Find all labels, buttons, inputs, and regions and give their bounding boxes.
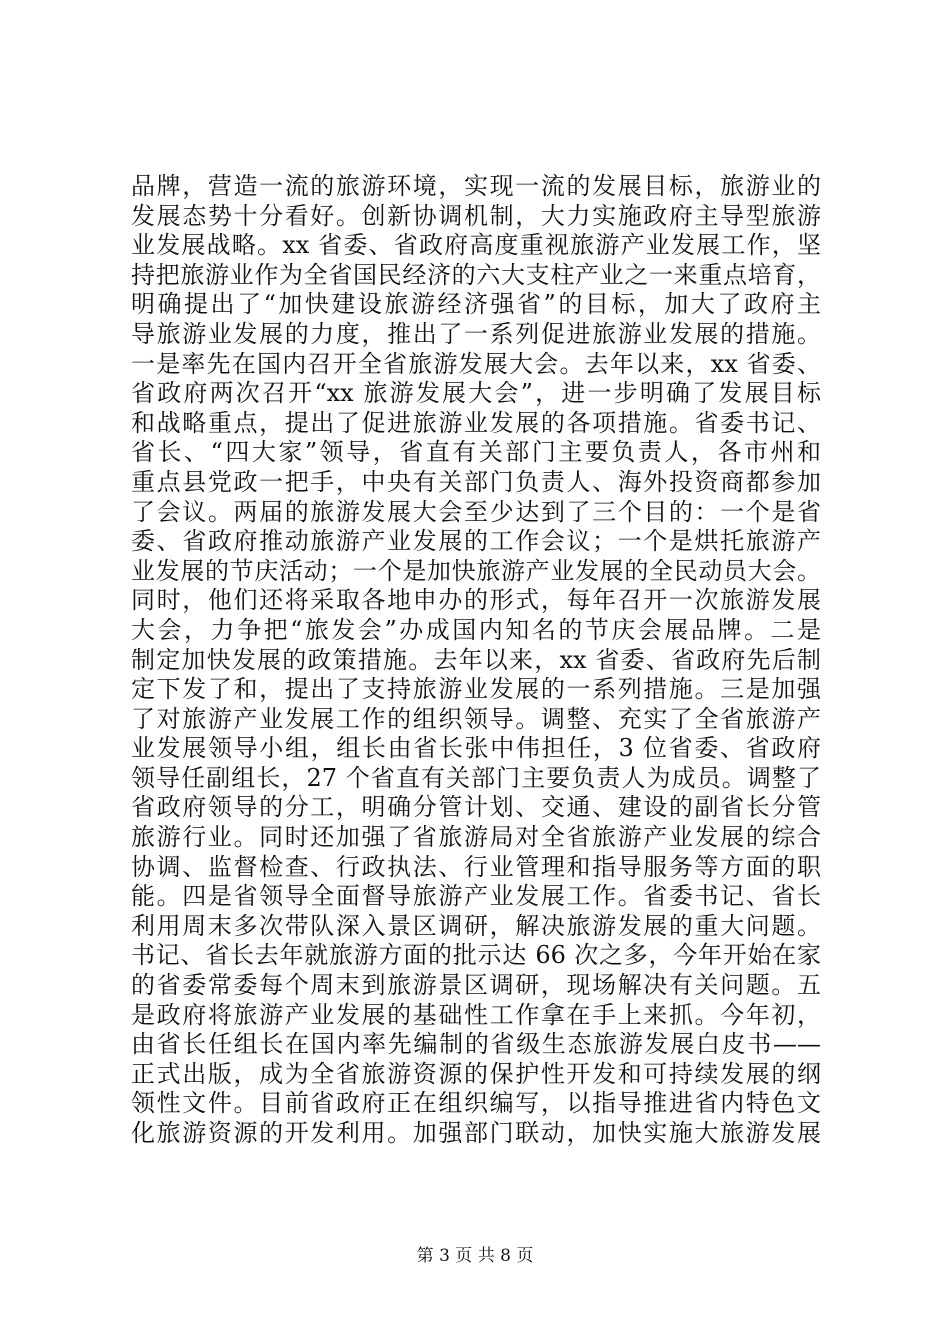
text-line: 是政府将旅游产业发展的基础性工作拿在手上来抓。今年初， <box>131 1000 821 1029</box>
text-line: 持把旅游业作为全省国民经济的六大支柱产业之一来重点培育， <box>131 260 821 289</box>
text-line: 由省长任组长在国内率先编制的省级生态旅游发展白皮书—— <box>131 1030 821 1059</box>
text-line: 业发展战略。xx 省委、省政府高度重视旅游产业发展工作，坚 <box>131 231 821 260</box>
text-line: 省长、“四大家”领导，省直有关部门主要负责人，各市州和 <box>131 438 821 467</box>
text-line: 大会，力争把“旅发会”办成国内知名的节庆会展品牌。二是 <box>131 615 821 644</box>
text-line: 能。四是省领导全面督导旅游产业发展工作。省委书记、省长 <box>131 882 821 911</box>
text-line: 业发展的节庆活动；一个是加快旅游产业发展的全民动员大会。 <box>131 556 821 585</box>
text-line: 省政府两次召开“xx 旅游发展大会”，进一步明确了发展目标 <box>131 379 821 408</box>
text-line: 正式出版，成为全省旅游资源的保护性开发和可持续发展的纲 <box>131 1059 821 1088</box>
text-line: 和战略重点，提出了促进旅游业发展的各项措施。省委书记、 <box>131 408 821 437</box>
text-line: 导旅游业发展的力度，推出了一系列促进旅游业发展的措施。 <box>131 319 821 348</box>
text-line: 了会议。两届的旅游发展大会至少达到了三个目的：一个是省 <box>131 497 821 526</box>
text-line: 了对旅游产业发展工作的组织领导。调整、充实了全省旅游产 <box>131 704 821 733</box>
text-line: 领性文件。目前省政府正在组织编写，以指导推进省内特色文 <box>131 1089 821 1118</box>
text-line: 重点县党政一把手，中央有关部门负责人、海外投资商都参加 <box>131 467 821 496</box>
text-line: 同时，他们还将采取各地申办的形式，每年召开一次旅游发展 <box>131 586 821 615</box>
text-line: 领导任副组长，27 个省直有关部门主要负责人为成员。调整了 <box>131 763 821 792</box>
text-line: 书记、省长去年就旅游方面的批示达 66 次之多，今年开始在家 <box>131 941 821 970</box>
text-line: 旅游行业。同时还加强了省旅游局对全省旅游产业发展的综合 <box>131 823 821 852</box>
text-line: 化旅游资源的开发利用。加强部门联动，加快实施大旅游发展 <box>131 1119 821 1147</box>
text-line: 发展态势十分看好。创新协调机制，大力实施政府主导型旅游 <box>131 201 821 230</box>
text-line: 的省委常委每个周末到旅游景区调研，现场解决有关问题。五 <box>131 971 821 1000</box>
text-line: 利用周末多次带队深入景区调研，解决旅游发展的重大问题。 <box>131 911 821 940</box>
body-paragraph <box>131 172 821 1149</box>
text-line: 委、省政府推动旅游产业发展的工作会议；一个是烘托旅游产 <box>131 527 821 556</box>
text-line: 协调、监督检查、行政执法、行业管理和指导服务等方面的职 <box>131 852 821 881</box>
text-line: 品牌，营造一流的旅游环境，实现一流的发展目标，旅游业的 <box>131 172 821 200</box>
text-line: 定下发了和，提出了支持旅游业发展的一系列措施。三是加强 <box>131 675 821 704</box>
page-number-footer: 第 3 页 共 8 页 <box>416 1246 534 1266</box>
text-line: 省政府领导的分工，明确分管计划、交通、建设的副省长分管 <box>131 793 821 822</box>
text-line: 业发展领导小组，组长由省长张中伟担任，3 位省委、省政府 <box>131 734 821 763</box>
text-line: 一是率先在国内召开全省旅游发展大会。去年以来，xx 省委、 <box>131 349 821 378</box>
text-line: 制定加快发展的政策措施。去年以来，xx 省委、省政府先后制 <box>131 645 821 674</box>
text-line: 明确提出了“加快建设旅游经济强省”的目标，加大了政府主 <box>131 290 821 319</box>
